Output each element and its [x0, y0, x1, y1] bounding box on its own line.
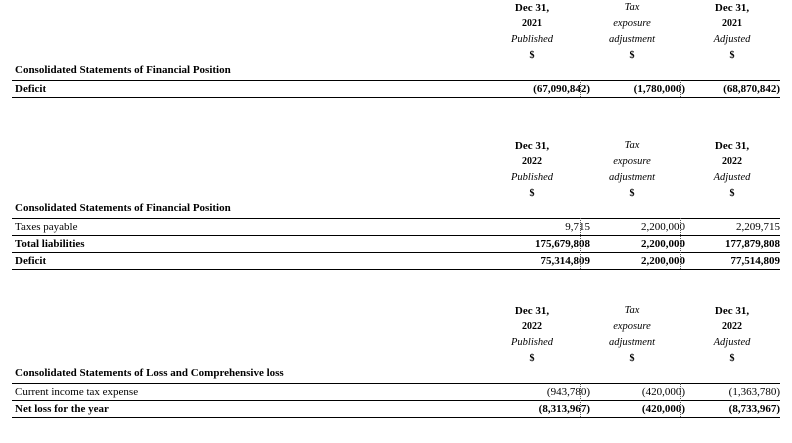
column-separator	[580, 383, 581, 417]
row-label: Net loss for the year	[15, 403, 109, 415]
header-line-4: $	[729, 188, 735, 199]
section-title: Consolidated Statements of Financial Position	[15, 202, 231, 214]
header-line-2: exposure	[613, 321, 651, 332]
cell-published: 75,314,809	[540, 255, 590, 267]
cell-published: (943,780)	[546, 386, 590, 398]
row-label: Total liabilities	[15, 238, 85, 250]
header-line-2: 2021	[522, 18, 542, 29]
header-line-3: adjustment	[608, 172, 656, 183]
cell-published: (8,313,967)	[538, 403, 590, 415]
header-line-4: $	[529, 353, 535, 364]
header-line-1: Tax	[624, 305, 640, 316]
row-label: Taxes payable	[15, 221, 78, 233]
header-line-2: exposure	[613, 156, 651, 167]
divider	[12, 97, 780, 98]
column-header-adjusted	[672, 138, 792, 202]
column-header-adjusted	[672, 303, 792, 367]
cell-adjustment: (1,780,000)	[633, 83, 685, 95]
table-row	[15, 219, 780, 235]
header-line-3: Published	[511, 337, 553, 348]
table-block-2022-loss	[0, 303, 792, 443]
header-line-1: Tax	[624, 140, 640, 151]
cell-adjusted: 2,209,715	[736, 221, 780, 233]
header-line-1: Dec 31,	[714, 305, 750, 317]
cell-adjusted: 177,879,808	[725, 238, 780, 250]
header-line-4: $	[529, 188, 535, 199]
header-line-3: Adjusted	[713, 34, 751, 45]
header-line-3: Published	[511, 172, 553, 183]
header-line-1: Dec 31,	[714, 140, 750, 152]
table-row	[15, 81, 780, 97]
table-block-2022-position	[0, 138, 792, 278]
cell-adjusted: 77,514,809	[730, 255, 780, 267]
header-line-3: Adjusted	[713, 337, 751, 348]
table-row	[15, 384, 780, 400]
table-row	[15, 401, 780, 417]
row-label: Current income tax expense	[15, 386, 139, 398]
header-line-1: Dec 31,	[514, 305, 550, 317]
cell-published: (67,090,842)	[533, 83, 590, 95]
divider	[12, 269, 780, 270]
header-line-4: $	[729, 353, 735, 364]
column-separator	[680, 218, 681, 269]
cell-adjusted: (8,733,967)	[728, 403, 780, 415]
header-line-1: Dec 31,	[514, 2, 550, 14]
cell-adjustment: (420,000)	[641, 403, 685, 415]
column-separator	[680, 383, 681, 417]
header-line-2: exposure	[613, 18, 651, 29]
header-line-1: Dec 31,	[514, 140, 550, 152]
section-title: Consolidated Statements of Financial Position	[15, 64, 231, 76]
cell-adjustment: 2,200,000	[641, 221, 685, 233]
cell-adjustment: (420,000)	[641, 386, 685, 398]
column-header-adjusted	[672, 0, 792, 64]
header-line-1: Dec 31,	[714, 2, 750, 14]
row-label: Deficit	[15, 255, 47, 267]
section-title: Consolidated Statements of Loss and Comprehensive loss	[15, 367, 284, 379]
header-line-4: $	[629, 188, 635, 199]
cell-adjusted: (68,870,842)	[723, 83, 780, 95]
column-separator	[680, 80, 681, 97]
header-line-3: Adjusted	[713, 172, 751, 183]
header-line-3: adjustment	[608, 337, 656, 348]
header-line-3: adjustment	[608, 34, 656, 45]
header-line-2: 2022	[522, 321, 542, 332]
cell-published: 9,715	[565, 221, 590, 233]
header-line-4: $	[529, 50, 535, 61]
cell-published: 175,679,808	[535, 238, 590, 250]
header-line-1: Tax	[624, 2, 640, 13]
header-line-2: 2022	[522, 156, 542, 167]
row-label: Deficit	[15, 83, 47, 95]
header-line-4: $	[629, 353, 635, 364]
column-separator	[580, 80, 581, 97]
header-line-4: $	[629, 50, 635, 61]
header-line-2: 2021	[722, 18, 742, 29]
table-row	[15, 253, 780, 269]
cell-adjustment: 2,200,000	[641, 255, 685, 267]
cell-adjusted: (1,363,780)	[728, 386, 780, 398]
table-block-2021	[0, 0, 792, 140]
table-row	[15, 236, 780, 252]
header-line-2: 2022	[722, 156, 742, 167]
header-line-4: $	[729, 50, 735, 61]
header-line-2: 2022	[722, 321, 742, 332]
column-separator	[580, 218, 581, 269]
cell-adjustment: 2,200,000	[641, 238, 685, 250]
divider	[12, 417, 780, 418]
header-line-3: Published	[511, 34, 553, 45]
